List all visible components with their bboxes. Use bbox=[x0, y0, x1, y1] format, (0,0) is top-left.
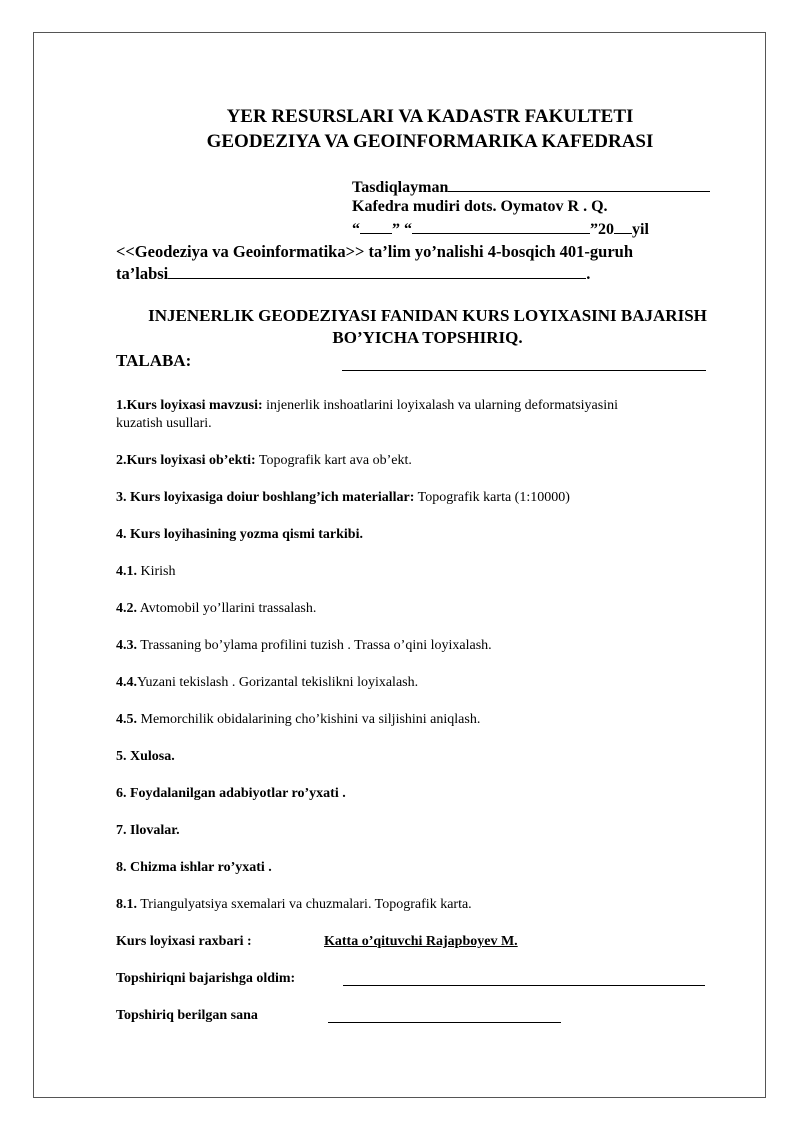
approve-signature-line bbox=[448, 177, 710, 192]
item-4-2 bbox=[116, 599, 316, 618]
supervisor-name: Katta o’qituvchi Rajapboyev M. bbox=[324, 934, 518, 949]
item-4-1 bbox=[116, 562, 176, 581]
student-group-label: ta’labsi bbox=[116, 264, 169, 283]
accepted-signature-line bbox=[343, 970, 705, 986]
item-4-label: 4. Kurs loyihasining yozma qismi tarkibi. bbox=[116, 527, 363, 542]
department-title: GEODEZIYA VA GEOINFORMARIKA KAFEDRASI bbox=[206, 131, 654, 152]
given-date-line bbox=[328, 1007, 561, 1023]
item-8-label: 8. Chizma ishlar ro’yxati . bbox=[116, 860, 272, 875]
approval-date-line bbox=[352, 219, 649, 239]
student-group-end: . bbox=[586, 264, 591, 283]
item-4-1-label: 4.1. bbox=[116, 564, 137, 579]
item-3 bbox=[116, 488, 570, 507]
direction-line: <<Geodeziya va Geoinformatika>> ta’lim yo’nalishi 4-bosqich 401-guruh bbox=[116, 242, 634, 261]
task-title-line1: INJENERLIK GEODEZIYASI FANIDAN KURS LOYIXASINI BAJARISH bbox=[148, 306, 707, 325]
item-8-1-label: 8.1. bbox=[116, 897, 137, 912]
date-year-prefix: ”20 bbox=[590, 221, 614, 238]
item-4-4-label: 4.4. bbox=[116, 675, 137, 690]
item-3-text: Topografik karta (1:10000) bbox=[414, 490, 570, 505]
item-4-1-text: Kirish bbox=[137, 564, 176, 579]
item-4-5 bbox=[116, 710, 480, 729]
item-6 bbox=[116, 784, 346, 803]
item-4-5-label: 4.5. bbox=[116, 712, 137, 727]
item-4-3-label: 4.3. bbox=[116, 638, 137, 653]
date-day-blank bbox=[360, 219, 392, 234]
item-4-2-label: 4.2. bbox=[116, 601, 137, 616]
item-6-label: 6. Foydalanilgan adabiyotlar ro’yxati . bbox=[116, 786, 346, 801]
item-2-text: Topografik kart ava ob’ekt. bbox=[255, 453, 412, 468]
approve-line bbox=[352, 177, 710, 197]
supervisor-label: Kurs loyixasi raxbari : bbox=[116, 934, 252, 949]
item-1-label: 1.Kurs loyixasi mavzusi: bbox=[116, 398, 263, 413]
department-head: Kafedra mudiri dots. Oymatov R . Q. bbox=[352, 198, 608, 215]
date-year-suffix: yil bbox=[632, 221, 649, 238]
student-label: TALABA: bbox=[116, 351, 192, 370]
date-year-blank bbox=[614, 219, 632, 234]
item-3-label: 3. Kurs loyixasiga doiur boshlang’ich materiallar: bbox=[116, 490, 415, 505]
student-group-line bbox=[116, 264, 590, 284]
given-date-label: Topshiriq berilgan sana bbox=[116, 1008, 258, 1023]
item-4-3 bbox=[116, 636, 492, 655]
item-4 bbox=[116, 525, 363, 544]
student-group-blank bbox=[168, 264, 586, 279]
item-2-label: 2.Kurs loyixasi ob’ekti: bbox=[116, 453, 256, 468]
item-1-text: injenerlik inshoatlarini loyixalash va ularning deformatsiyasini bbox=[262, 398, 618, 413]
date-open-quote: “ bbox=[352, 221, 360, 238]
item-5 bbox=[116, 747, 175, 766]
item-7 bbox=[116, 821, 180, 840]
item-4-3-text: Trassaning bo’ylama profilini tuzish . Trassa o’qini loyixalash. bbox=[137, 638, 492, 653]
task-title-line2: BO’YICHA TOPSHIRIQ. bbox=[332, 328, 523, 347]
student-name-blank bbox=[342, 353, 706, 371]
accepted-label: Topshiriqni bajarishga oldim: bbox=[116, 971, 296, 986]
date-mid-quote: ” “ bbox=[392, 221, 412, 238]
date-month-blank bbox=[412, 219, 590, 234]
item-5-label: 5. Xulosa. bbox=[116, 749, 175, 764]
item-8-1-text: Triangulyatsiya sxemalari va chuzmalari. Topografik karta. bbox=[137, 897, 472, 912]
approve-label: Tasdiqlayman bbox=[352, 179, 449, 196]
item-4-5-text: Memorchilik obidalarining cho’kishini va siljishini aniqlash. bbox=[137, 712, 481, 727]
item-7-label: 7. Ilovalar. bbox=[116, 823, 180, 838]
item-4-4 bbox=[116, 673, 418, 692]
item-1-continued: kuzatish usullari. bbox=[116, 416, 212, 431]
item-2 bbox=[116, 451, 412, 470]
item-4-2-text: Avtomobil yo’llarini trassalash. bbox=[137, 601, 317, 616]
faculty-title: YER RESURSLARI VA KADASTR FAKULTETI bbox=[226, 106, 634, 127]
item-4-4-text: Yuzani tekislash . Gorizantal tekislikni loyixalash. bbox=[137, 675, 419, 690]
item-8-1 bbox=[116, 895, 472, 914]
item-1 bbox=[116, 396, 618, 415]
item-8 bbox=[116, 858, 272, 877]
